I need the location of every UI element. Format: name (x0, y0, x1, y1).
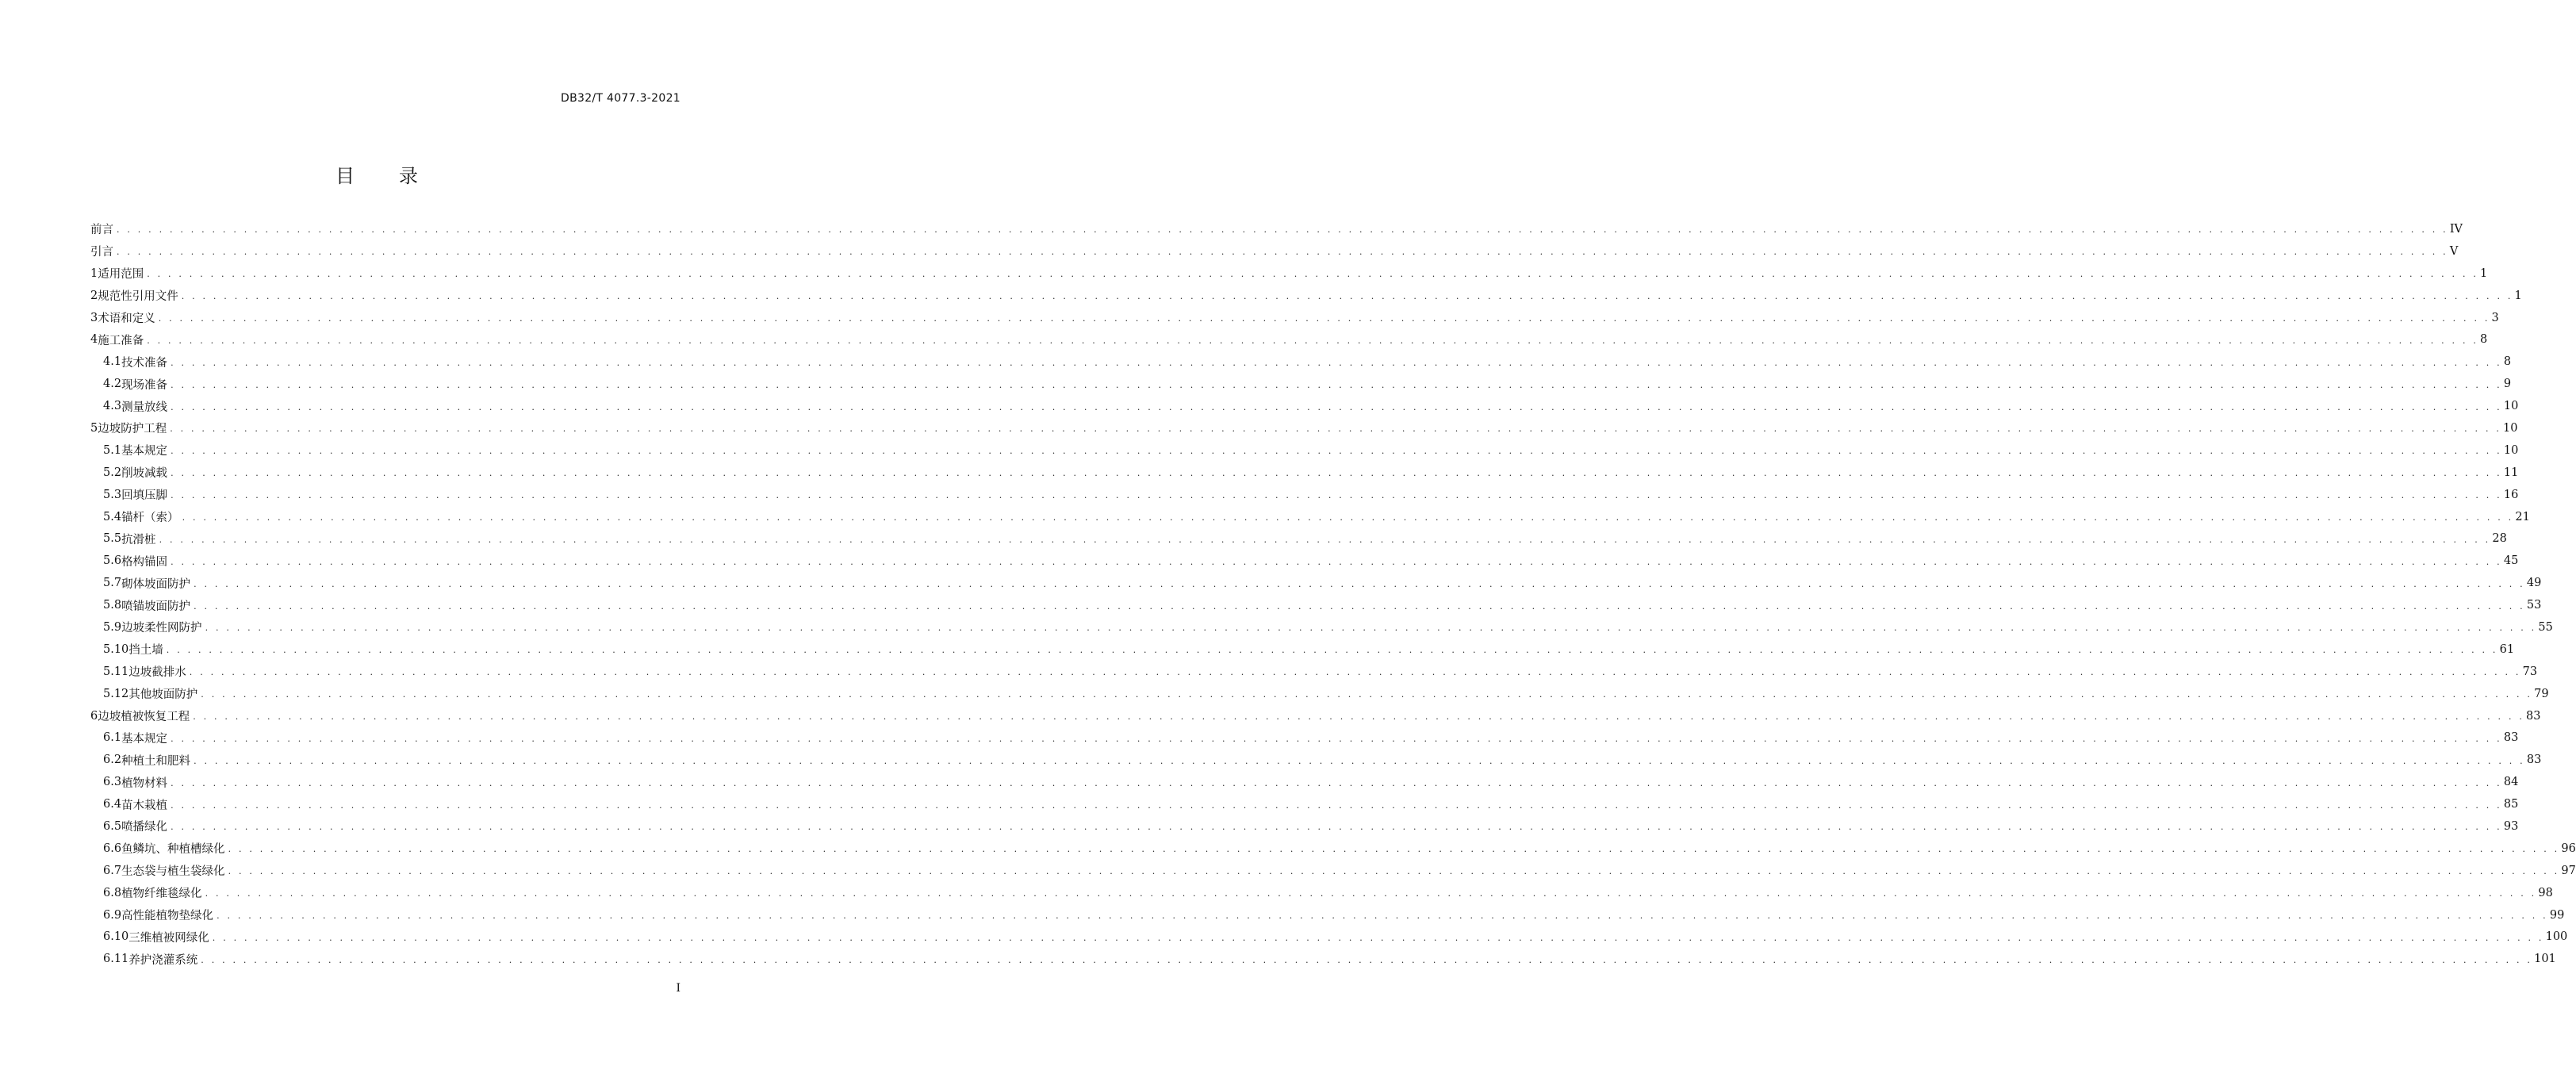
toc-dot-leader: . . . . . . . . . . . . . . . . . . . . . . . . . . . . . . . . . . . . . . . . . . . . . . . . . . . . . . . . . . . . . . . . . . . . . . . . . . . . . . . . . . . . . . . . . . . . . . . . . . . . . . . . . . . . . . . . . . . . . . . . . . . . . . . . . . . . . . . . . . . . . . . . . . . . . . . . . . . . . . . . . . . . . . . . . . . . . . . . . . . . . . . . . . . . . . . . . . . . . . . . . . . . . . . . . . . . . . . . . . . . (171, 822, 2502, 833)
toc-entry-number: 4.3 (103, 400, 122, 413)
toc-entry[interactable] (90, 439, 2519, 462)
toc-entry-page: 10 (2503, 400, 2519, 413)
toc-entry-number: 5 (90, 421, 98, 435)
toc-entry-label: 削坡减载 (121, 467, 168, 481)
toc-entry-label: 术语和定义 (98, 313, 155, 325)
toc-entry-page: 49 (2526, 577, 2542, 590)
toc-entry-label: 砌体坡面防护 (121, 577, 191, 591)
toc-entry-number: 6.2 (103, 753, 122, 767)
toc-dot-leader: . . . . . . . . . . . . . . . . . . . . . . . . . . . . . . . . . . . . . . . . . . . . . . . . . . . . . . . . . . . . . . . . . . . . . . . . . . . . . . . . . . . . . . . . . . . . . . . . . . . . . . . . . . . . . . . . . . . . . . . . . . . . . . . . . . . . . . . . . . . . . . . . . . . . . . . . . . . . . . . . . . . . . . . . . . . . . . . . . . . . . . . . . . . . . . . . . . . . . . . . . . . . . . . . . . . . . . . . . . . . (194, 578, 2525, 589)
toc-entry-page: V (2449, 244, 2459, 258)
toc-entry-label: 喷播绿化 (121, 821, 168, 834)
toc-entry-number: 5.10 (103, 642, 129, 656)
toc-entry-page: 55 (2538, 620, 2553, 634)
toc-entry-label: 植物纤维毯绿化 (121, 888, 202, 901)
toc-entry-page: 98 (2538, 886, 2553, 899)
toc-entry-page: 97 (2561, 864, 2576, 877)
toc-entry-label: 基本规定 (121, 445, 168, 458)
toc-dot-leader: . . . . . . . . . . . . . . . . . . . . . . . . . . . . . . . . . . . . . . . . . . . . . . . . . . . . . . . . . . . . . . . . . . . . . . . . . . . . . . . . . . . . . . . . . . . . . . . . . . . . . . . . . . . . . . . . . . . . . . . . . . . . . . . . . . . . . . . . . . . . . . . . . . . . . . . . . . . . . . . . . . . . . . . . . . . . . . . . . . . . . . . . . . . . . . . . . . . . . . . . . . . . . . . . . . . . . . . . . . . . (147, 269, 2479, 280)
toc-entry-number: 5.4 (103, 510, 122, 523)
toc-entry-page: 3 (2491, 311, 2499, 324)
toc-entry-label: 规范性引用文件 (98, 290, 178, 304)
toc-entry[interactable] (90, 683, 2549, 705)
toc-entry-page: 16 (2503, 488, 2519, 501)
toc-entry-label: 鱼鳞坑、种植槽绿化 (121, 843, 225, 857)
toc-entry-page: 45 (2503, 554, 2519, 568)
toc-entry-number: 6.11 (103, 953, 129, 966)
toc-entry-label: 喷锚坡面防护 (121, 600, 191, 613)
toc-entry-label: 抗滑桩 (121, 533, 156, 546)
toc-entry-label: 技术准备 (121, 356, 168, 370)
toc-entry-label: 锚杆（索） (121, 512, 179, 525)
toc-dot-leader: . . . . . . . . . . . . . . . . . . . . . . . . . . . . . . . . . . . . . . . . . . . . . . . . . . . . . . . . . . . . . . . . . . . . . . . . . . . . . . . . . . . . . . . . . . . . . . . . . . . . . . . . . . . . . . . . . . . . . . . . . . . . . . . . . . . . . . . . . . . . . . . . . . . . . . . . . . . . . . . . . . . . . . . . . . . . . . . . . . . . . . . . . . . . . . . . . . . . . . . . . . . . . . . . . . . . . . . . . . . . (181, 291, 2513, 302)
toc-entry[interactable] (90, 506, 2530, 528)
toc-entry-page: 8 (2480, 333, 2488, 347)
toc-entry-number: 6.3 (103, 776, 122, 789)
toc-dot-leader: . . . . . . . . . . . . . . . . . . . . . . . . . . . . . . . . . . . . . . . . . . . . . . . . . . . . . . . . . . . . . . . . . . . . . . . . . . . . . . . . . . . . . . . . . . . . . . . . . . . . . . . . . . . . . . . . . . . . . . . . . . . . . . . . . . . . . . . . . . . . . . . . . . . . . . . . . . . . . . . . . . . . . . . . . . . . . . . . . . . . . . . . . . . . . . . . . . . . . . . . . . . . . . . . . . . . . . . . . . . . (171, 468, 2502, 479)
toc-dot-leader: . . . . . . . . . . . . . . . . . . . . . . . . . . . . . . . . . . . . . . . . . . . . . . . . . . . . . . . . . . . . . . . . . . . . . . . . . . . . . . . . . . . . . . . . . . . . . . . . . . . . . . . . . . . . . . . . . . . . . . . . . . . . . . . . . . . . . . . . . . . . . . . . . . . . . . . . . . . . . . . . . . . . . . . . . . . . . . . . . . . . . . . . . . . . . . . . . . . . . . . . . . . . . . . . . . . . . . . . . . . . (171, 379, 2502, 390)
toc-entry-page: 28 (2492, 532, 2507, 546)
toc-dot-leader: . . . . . . . . . . . . . . . . . . . . . . . . . . . . . . . . . . . . . . . . . . . . . . . . . . . . . . . . . . . . . . . . . . . . . . . . . . . . . . . . . . . . . . . . . . . . . . . . . . . . . . . . . . . . . . . . . . . . . . . . . . . . . . . . . . . . . . . . . . . . . . . . . . . . . . . . . . . . . . . . . . . . . . . . . . . . . . . . . . . . . . . . . . . . . . . . . . . . . . . . . . . . . . . . . . . . . . . . . . . . (193, 711, 2525, 723)
toc-entry[interactable] (90, 527, 2507, 550)
toc-entry-label: 苗木栽植 (121, 799, 168, 812)
toc-entry[interactable] (90, 815, 2519, 838)
toc-entry[interactable] (90, 661, 2538, 683)
toc-entry-page: 61 (2499, 642, 2515, 656)
toc-entry-number: 6.5 (103, 819, 122, 833)
toc-entry-label: 生态袋与植生袋绿化 (121, 865, 225, 879)
toc-entry-number: 6 (90, 709, 98, 723)
toc-title-char-1: 目 (335, 165, 355, 187)
toc-dot-leader: . . . . . . . . . . . . . . . . . . . . . . . . . . . . . . . . . . . . . . . . . . . . . . . . . . . . . . . . . . . . . . . . . . . . . . . . . . . . . . . . . . . . . . . . . . . . . . . . . . . . . . . . . . . . . . . . . . . . . . . . . . . . . . . . . . . . . . . . . . . . . . . . . . . . . . . . . . . . . . . . . . . . . . . . . . . . . . . . . . . . . . . . . . . . . . . . . . . . . . . . . . . . . . . . . . . . . . . . . . . . (171, 357, 2502, 368)
toc-dot-leader: . . . . . . . . . . . . . . . . . . . . . . . . . . . . . . . . . . . . . . . . . . . . . . . . . . . . . . . . . . . . . . . . . . . . . . . . . . . . . . . . . . . . . . . . . . . . . . . . . . . . . . . . . . . . . . . . . . . . . . . . . . . . . . . . . . . . . . . . . . . . . . . . . . . . . . . . . . . . . . . . . . . . . . . . . . . . . . . . . . . . . . . . . . . . . . . . . . . . . . . . . . . . . . . . . . . . . . . . . . . . (171, 800, 2502, 811)
toc-entry-label: 高性能植物垫绿化 (121, 910, 214, 923)
toc-entry-label: 现场准备 (121, 378, 168, 392)
toc-entry-page: 93 (2503, 819, 2519, 833)
toc-entry[interactable] (90, 948, 2556, 970)
toc-entry-label: 边坡防护工程 (98, 423, 167, 436)
toc-entry-page: 10 (2503, 421, 2518, 435)
toc-entry-page: 8 (2503, 355, 2512, 369)
toc-entry[interactable] (90, 307, 2499, 329)
footer-page-number: I (676, 982, 680, 995)
toc-entry[interactable] (90, 594, 2542, 616)
toc-entry[interactable] (90, 749, 2542, 771)
toc-entry-page: 83 (2526, 709, 2541, 723)
toc-entry-page: 21 (2515, 510, 2530, 523)
toc-dot-leader: . . . . . . . . . . . . . . . . . . . . . . . . . . . . . . . . . . . . . . . . . . . . . . . . . . . . . . . . . . . . . . . . . . . . . . . . . . . . . . . . . . . . . . . . . . . . . . . . . . . . . . . . . . . . . . . . . . . . . . . . . . . . . . . . . . . . . . . . . . . . . . . . . . . . . . . . . . . . . . . . . . . . . . . . . . . . . . . . . . . . . . . . . . . . . . . . . . . . . . . . . . . . . . . . . . . . . . . . . . . . (166, 645, 2498, 656)
toc-entry-page: 83 (2526, 753, 2542, 767)
toc-dot-leader: . . . . . . . . . . . . . . . . . . . . . . . . . . . . . . . . . . . . . . . . . . . . . . . . . . . . . . . . . . . . . . . . . . . . . . . . . . . . . . . . . . . . . . . . . . . . . . . . . . . . . . . . . . . . . . . . . . . . . . . . . . . . . . . . . . . . . . . . . . . . . . . . . . . . . . . . . . . . . . . . . . . . . . . . . . . . . . . . . . . . . . . . . . . . . . . . . . . . . . . . . . . . . . . . . . . . . . . . . . . . (189, 667, 2521, 678)
toc-entry-page: 85 (2503, 798, 2519, 811)
table-of-contents (90, 218, 2576, 970)
toc-dot-leader: . . . . . . . . . . . . . . . . . . . . . . . . . . . . . . . . . . . . . . . . . . . . . . . . . . . . . . . . . . . . . . . . . . . . . . . . . . . . . . . . . . . . . . . . . . . . . . . . . . . . . . . . . . . . . . . . . . . . . . . . . . . . . . . . . . . . . . . . . . . . . . . . . . . . . . . . . . . . . . . . . . . . . . . . . . . . . . . . . . . . . . . . . . . . . . . . . . . . . . . . . . . . . . . . . . . . . . . . . . . . (171, 733, 2502, 744)
toc-entry[interactable] (90, 550, 2519, 572)
toc-entry-number: 6.4 (103, 798, 122, 811)
toc-entry[interactable] (90, 328, 2488, 351)
toc-entry-page: 10 (2503, 443, 2519, 457)
toc-entry[interactable] (90, 263, 2488, 285)
toc-entry[interactable] (90, 373, 2512, 395)
toc-entry[interactable] (90, 705, 2541, 727)
toc-entry-page: 101 (2534, 953, 2556, 966)
toc-entry-number: 6.6 (103, 842, 122, 855)
toc-entry-page: 96 (2561, 842, 2576, 855)
toc-dot-leader: . . . . . . . . . . . . . . . . . . . . . . . . . . . . . . . . . . . . . . . . . . . . . . . . . . . . . . . . . . . . . . . . . . . . . . . . . . . . . . . . . . . . . . . . . . . . . . . . . . . . . . . . . . . . . . . . . . . . . . . . . . . . . . . . . . . . . . . . . . . . . . . . . . . . . . . . . . . . . . . . . . . . . . . . . . . . . . . . . . . . . . . . . . . . . . . . . . . . . . . . . . . . . . . . . . . . . . . . . . . . (159, 534, 2491, 545)
toc-title (0, 160, 753, 188)
toc-entry-number: 4.2 (103, 378, 122, 391)
toc-entry-number: 5.5 (103, 532, 122, 546)
toc-entry-page: 73 (2522, 665, 2538, 678)
toc-entry-page: 99 (2549, 908, 2565, 922)
toc-dot-leader: . . . . . . . . . . . . . . . . . . . . . . . . . . . . . . . . . . . . . . . . . . . . . . . . . . . . . . . . . . . . . . . . . . . . . . . . . . . . . . . . . . . . . . . . . . . . . . . . . . . . . . . . . . . . . . . . . . . . . . . . . . . . . . . . . . . . . . . . . . . . . . . . . . . . . . . . . . . . . . . . . . . . . . . . . . . . . . . . . . . . . . . . . . . . . . . . . . . . . . . . . . . . . . . . . . . . . . . . . . . . (201, 689, 2533, 700)
toc-entry[interactable] (90, 838, 2576, 860)
toc-entry-number: 5.2 (103, 466, 122, 479)
toc-dot-leader: . . . . . . . . . . . . . . . . . . . . . . . . . . . . . . . . . . . . . . . . . . . . . . . . . . . . . . . . . . . . . . . . . . . . . . . . . . . . . . . . . . . . . . . . . . . . . . . . . . . . . . . . . . . . . . . . . . . . . . . . . . . . . . . . . . . . . . . . . . . . . . . . . . . . . . . . . . . . . . . . . . . . . . . . . . . . . . . . . . . . . . . . . . . . . . . . . . . . . . . . . . . . . . . . . . . . . . . . . . . . (194, 755, 2525, 766)
toc-entry-label: 其他坡面防护 (128, 688, 198, 702)
toc-entry-number: 6.8 (103, 886, 122, 899)
toc-entry[interactable] (90, 462, 2519, 484)
toc-entry-number: 1 (90, 266, 98, 280)
toc-entry-label: 前言 (90, 224, 113, 237)
toc-entry[interactable] (90, 417, 2518, 439)
toc-dot-leader: . . . . . . . . . . . . . . . . . . . . . . . . . . . . . . . . . . . . . . . . . . . . . . . . . . . . . . . . . . . . . . . . . . . . . . . . . . . . . . . . . . . . . . . . . . . . . . . . . . . . . . . . . . . . . . . . . . . . . . . . . . . . . . . . . . . . . . . . . . . . . . . . . . . . . . . . . . . . . . . . . . . . . . . . . . . . . . . . . . . . . . . . . . . . . . . . . . . . . . . . . . . . . . . . . . . . . . . . . . . . (171, 401, 2502, 412)
toc-entry[interactable] (90, 351, 2512, 373)
toc-entry-label: 边坡植被恢复工程 (98, 711, 190, 724)
toc-entry-number: 5.9 (103, 620, 122, 634)
toc-dot-leader: . . . . . . . . . . . . . . . . . . . . . . . . . . . . . . . . . . . . . . . . . . . . . . . . . . . . . . . . . . . . . . . . . . . . . . . . . . . . . . . . . . . . . . . . . . . . . . . . . . . . . . . . . . . . . . . . . . . . . . . . . . . . . . . . . . . . . . . . . . . . . . . . . . . . . . . . . . . . . . . . . . . . . . . . . . . . . . . . . . . . . . . . . . . . . . . . . . . . . . . . . . . . . . . . . . . . . . . . . . . . (117, 247, 2448, 258)
toc-entry-page: 100 (2545, 930, 2568, 944)
toc-dot-leader: . . . . . . . . . . . . . . . . . . . . . . . . . . . . . . . . . . . . . . . . . . . . . . . . . . . . . . . . . . . . . . . . . . . . . . . . . . . . . . . . . . . . . . . . . . . . . . . . . . . . . . . . . . . . . . . . . . . . . . . . . . . . . . . . . . . . . . . . . . . . . . . . . . . . . . . . . . . . . . . . . . . . . . . . . . . . . . . . . . . . . . . . . . . . . . . . . . . . . . . . . . . . . . . . . . . . . . . . . . . . (171, 490, 2502, 501)
toc-entry-label: 挡土墙 (128, 644, 163, 658)
toc-entry-number: 4.1 (103, 355, 122, 369)
toc-entry-number: 4 (90, 333, 98, 347)
document-code: DB32/T 4077.3-2021 (561, 92, 680, 105)
toc-entry-number: 2 (90, 289, 98, 302)
toc-entry[interactable] (90, 904, 2565, 926)
toc-entry[interactable] (90, 285, 2522, 307)
toc-entry-number: 5.3 (103, 488, 122, 501)
toc-entry-page: 83 (2503, 731, 2519, 745)
toc-entry-page: IV (2449, 222, 2463, 236)
toc-entry-label: 植物材料 (121, 776, 168, 790)
toc-entry[interactable] (90, 218, 2463, 240)
toc-entry-number: 6.1 (103, 731, 122, 745)
toc-entry-number: 5.6 (103, 554, 122, 568)
toc-entry[interactable] (90, 882, 2553, 904)
toc-dot-leader: . . . . . . . . . . . . . . . . . . . . . . . . . . . . . . . . . . . . . . . . . . . . . . . . . . . . . . . . . . . . . . . . . . . . . . . . . . . . . . . . . . . . . . . . . . . . . . . . . . . . . . . . . . . . . . . . . . . . . . . . . . . . . . . . . . . . . . . . . . . . . . . . . . . . . . . . . . . . . . . . . . . . . . . . . . . . . . . . . . . . . . . . . . . . . . . . . . . . . . . . . . . . . . . . . . . . . . . . . . . . (171, 446, 2502, 457)
toc-dot-leader: . . . . . . . . . . . . . . . . . . . . . . . . . . . . . . . . . . . . . . . . . . . . . . . . . . . . . . . . . . . . . . . . . . . . . . . . . . . . . . . . . . . . . . . . . . . . . . . . . . . . . . . . . . . . . . . . . . . . . . . . . . . . . . . . . . . . . . . . . . . . . . . . . . . . . . . . . . . . . . . . . . . . . . . . . . . . . . . . . . . . . . . . . . . . . . . . . . . . . . . . . . . . . . . . . . . . . . . . . . . . (117, 224, 2448, 236)
toc-entry-label: 边坡柔性网防护 (121, 622, 202, 635)
toc-entry-label: 基本规定 (121, 732, 168, 746)
toc-entry-number: 5.1 (103, 443, 122, 457)
toc-entry[interactable] (90, 771, 2519, 793)
toc-entry-number: 5.11 (103, 665, 129, 678)
toc-dot-leader: . . . . . . . . . . . . . . . . . . . . . . . . . . . . . . . . . . . . . . . . . . . . . . . . . . . . . . . . . . . . . . . . . . . . . . . . . . . . . . . . . . . . . . . . . . . . . . . . . . . . . . . . . . . . . . . . . . . . . . . . . . . . . . . . . . . . . . . . . . . . . . . . . . . . . . . . . . . . . . . . . . . . . . . . . . . . . . . . . . . . . . . . . . . . . . . . . . . . . . . . . . . . . . . . . . . . . . . . . . . . (158, 313, 2490, 324)
toc-entry[interactable] (90, 395, 2519, 417)
toc-dot-leader: . . . . . . . . . . . . . . . . . . . . . . . . . . . . . . . . . . . . . . . . . . . . . . . . . . . . . . . . . . . . . . . . . . . . . . . . . . . . . . . . . . . . . . . . . . . . . . . . . . . . . . . . . . . . . . . . . . . . . . . . . . . . . . . . . . . . . . . . . . . . . . . . . . . . . . . . . . . . . . . . . . . . . . . . . . . . . . . . . . . . . . . . . . . . . . . . . . . . . . . . . . . . . . . . . . . . . . . . . . . . (228, 844, 2560, 855)
toc-entry-label: 测量放线 (121, 401, 168, 414)
toc-dot-leader: . . . . . . . . . . . . . . . . . . . . . . . . . . . . . . . . . . . . . . . . . . . . . . . . . . . . . . . . . . . . . . . . . . . . . . . . . . . . . . . . . . . . . . . . . . . . . . . . . . . . . . . . . . . . . . . . . . . . . . . . . . . . . . . . . . . . . . . . . . . . . . . . . . . . . . . . . . . . . . . . . . . . . . . . . . . . . . . . . . . . . . . . . . . . . . . . . . . . . . . . . . . . . . . . . . . . . . . . . . . . (194, 600, 2525, 612)
toc-entry[interactable] (90, 860, 2576, 882)
toc-entry-page: 11 (2503, 466, 2519, 479)
toc-entry-label: 种植土和肥料 (121, 754, 191, 768)
toc-dot-leader: . . . . . . . . . . . . . . . . . . . . . . . . . . . . . . . . . . . . . . . . . . . . . . . . . . . . . . . . . . . . . . . . . . . . . . . . . . . . . . . . . . . . . . . . . . . . . . . . . . . . . . . . . . . . . . . . . . . . . . . . . . . . . . . . . . . . . . . . . . . . . . . . . . . . . . . . . . . . . . . . . . . . . . . . . . . . . . . . . . . . . . . . . . . . . . . . . . . . . . . . . . . . . . . . . . . . . . . . . . . . (171, 777, 2502, 788)
toc-entry-label: 回填压脚 (121, 489, 168, 503)
toc-entry-number: 6.7 (103, 864, 122, 877)
toc-entry-label: 引言 (90, 246, 113, 259)
toc-entry[interactable] (90, 926, 2568, 949)
toc-entry-page: 53 (2526, 599, 2542, 612)
toc-entry-label: 格构锚固 (121, 555, 168, 569)
toc-entry-label: 适用范围 (98, 268, 144, 282)
toc-entry[interactable] (90, 793, 2519, 815)
toc-title-char-2: 录 (399, 165, 418, 187)
toc-entry-number: 6.10 (103, 930, 129, 944)
toc-entry[interactable] (90, 572, 2542, 594)
toc-entry-page: 9 (2503, 378, 2512, 391)
toc-dot-leader: . . . . . . . . . . . . . . . . . . . . . . . . . . . . . . . . . . . . . . . . . . . . . . . . . . . . . . . . . . . . . . . . . . . . . . . . . . . . . . . . . . . . . . . . . . . . . . . . . . . . . . . . . . . . . . . . . . . . . . . . . . . . . . . . . . . . . . . . . . . . . . . . . . . . . . . . . . . . . . . . . . . . . . . . . . . . . . . . . . . . . . . . . . . . . . . . . . . . . . . . . . . . . . . . . . . . . . . . . . . . (205, 888, 2537, 899)
toc-dot-leader: . . . . . . . . . . . . . . . . . . . . . . . . . . . . . . . . . . . . . . . . . . . . . . . . . . . . . . . . . . . . . . . . . . . . . . . . . . . . . . . . . . . . . . . . . . . . . . . . . . . . . . . . . . . . . . . . . . . . . . . . . . . . . . . . . . . . . . . . . . . . . . . . . . . . . . . . . . . . . . . . . . . . . . . . . . . . . . . . . . . . . . . . . . . . . . . . . . . . . . . . . . . . . . . . . . . . . . . . . . . . (182, 512, 2514, 523)
toc-entry-page: 1 (2514, 289, 2522, 302)
toc-entry[interactable] (90, 484, 2519, 506)
toc-dot-leader: . . . . . . . . . . . . . . . . . . . . . . . . . . . . . . . . . . . . . . . . . . . . . . . . . . . . . . . . . . . . . . . . . . . . . . . . . . . . . . . . . . . . . . . . . . . . . . . . . . . . . . . . . . . . . . . . . . . . . . . . . . . . . . . . . . . . . . . . . . . . . . . . . . . . . . . . . . . . . . . . . . . . . . . . . . . . . . . . . . . . . . . . . . . . . . . . . . . . . . . . . . . . . . . . . . . . . . . . . . . . (217, 911, 2548, 922)
toc-dot-leader: . . . . . . . . . . . . . . . . . . . . . . . . . . . . . . . . . . . . . . . . . . . . . . . . . . . . . . . . . . . . . . . . . . . . . . . . . . . . . . . . . . . . . . . . . . . . . . . . . . . . . . . . . . . . . . . . . . . . . . . . . . . . . . . . . . . . . . . . . . . . . . . . . . . . . . . . . . . . . . . . . . . . . . . . . . . . . . . . . . . . . . . . . . . . . . . . . . . . . . . . . . . . . . . . . . . . . . . . . . . . (171, 556, 2502, 567)
toc-entry-number: 6.9 (103, 908, 122, 922)
toc-dot-leader: . . . . . . . . . . . . . . . . . . . . . . . . . . . . . . . . . . . . . . . . . . . . . . . . . . . . . . . . . . . . . . . . . . . . . . . . . . . . . . . . . . . . . . . . . . . . . . . . . . . . . . . . . . . . . . . . . . . . . . . . . . . . . . . . . . . . . . . . . . . . . . . . . . . . . . . . . . . . . . . . . . . . . . . . . . . . . . . . . . . . . . . . . . . . . . . . . . . . . . . . . . . . . . . . . . . . . . . . . . . . (170, 424, 2502, 435)
toc-entry[interactable] (90, 727, 2519, 749)
toc-entry-number: 5.7 (103, 577, 122, 590)
toc-dot-leader: . . . . . . . . . . . . . . . . . . . . . . . . . . . . . . . . . . . . . . . . . . . . . . . . . . . . . . . . . . . . . . . . . . . . . . . . . . . . . . . . . . . . . . . . . . . . . . . . . . . . . . . . . . . . . . . . . . . . . . . . . . . . . . . . . . . . . . . . . . . . . . . . . . . . . . . . . . . . . . . . . . . . . . . . . . . . . . . . . . . . . . . . . . . . . . . . . . . . . . . . . . . . . . . . . . . . . . . . . . . . (205, 623, 2537, 634)
toc-entry-number: 5.12 (103, 687, 129, 700)
toc-entry-label: 养护浇灌系统 (128, 953, 198, 967)
toc-entry-page: 79 (2534, 687, 2549, 700)
toc-dot-leader: . . . . . . . . . . . . . . . . . . . . . . . . . . . . . . . . . . . . . . . . . . . . . . . . . . . . . . . . . . . . . . . . . . . . . . . . . . . . . . . . . . . . . . . . . . . . . . . . . . . . . . . . . . . . . . . . . . . . . . . . . . . . . . . . . . . . . . . . . . . . . . . . . . . . . . . . . . . . . . . . . . . . . . . . . . . . . . . . . . . . . . . . . . . . . . . . . . . . . . . . . . . . . . . . . . . . . . . . . . . . (212, 932, 2544, 943)
toc-entry[interactable] (90, 616, 2553, 638)
toc-dot-leader: . . . . . . . . . . . . . . . . . . . . . . . . . . . . . . . . . . . . . . . . . . . . . . . . . . . . . . . . . . . . . . . . . . . . . . . . . . . . . . . . . . . . . . . . . . . . . . . . . . . . . . . . . . . . . . . . . . . . . . . . . . . . . . . . . . . . . . . . . . . . . . . . . . . . . . . . . . . . . . . . . . . . . . . . . . . . . . . . . . . . . . . . . . . . . . . . . . . . . . . . . . . . . . . . . . . . . . . . . . . . (201, 954, 2533, 965)
toc-entry[interactable] (90, 240, 2459, 263)
toc-entry-page: 1 (2480, 266, 2488, 280)
toc-entry-number: 5.8 (103, 599, 122, 612)
toc-dot-leader: . . . . . . . . . . . . . . . . . . . . . . . . . . . . . . . . . . . . . . . . . . . . . . . . . . . . . . . . . . . . . . . . . . . . . . . . . . . . . . . . . . . . . . . . . . . . . . . . . . . . . . . . . . . . . . . . . . . . . . . . . . . . . . . . . . . . . . . . . . . . . . . . . . . . . . . . . . . . . . . . . . . . . . . . . . . . . . . . . . . . . . . . . . . . . . . . . . . . . . . . . . . . . . . . . . . . . . . . . . . . (228, 866, 2560, 877)
toc-entry-number: 3 (90, 311, 98, 324)
toc-entry-page: 84 (2503, 776, 2519, 789)
toc-entry-label: 施工准备 (98, 334, 144, 347)
toc-entry-label: 边坡截排水 (128, 666, 186, 680)
toc-entry-label: 三维植被网绿化 (128, 931, 209, 945)
toc-entry[interactable] (90, 638, 2515, 661)
toc-dot-leader: . . . . . . . . . . . . . . . . . . . . . . . . . . . . . . . . . . . . . . . . . . . . . . . . . . . . . . . . . . . . . . . . . . . . . . . . . . . . . . . . . . . . . . . . . . . . . . . . . . . . . . . . . . . . . . . . . . . . . . . . . . . . . . . . . . . . . . . . . . . . . . . . . . . . . . . . . . . . . . . . . . . . . . . . . . . . . . . . . . . . . . . . . . . . . . . . . . . . . . . . . . . . . . . . . . . . . . . . . . . . (147, 335, 2479, 346)
